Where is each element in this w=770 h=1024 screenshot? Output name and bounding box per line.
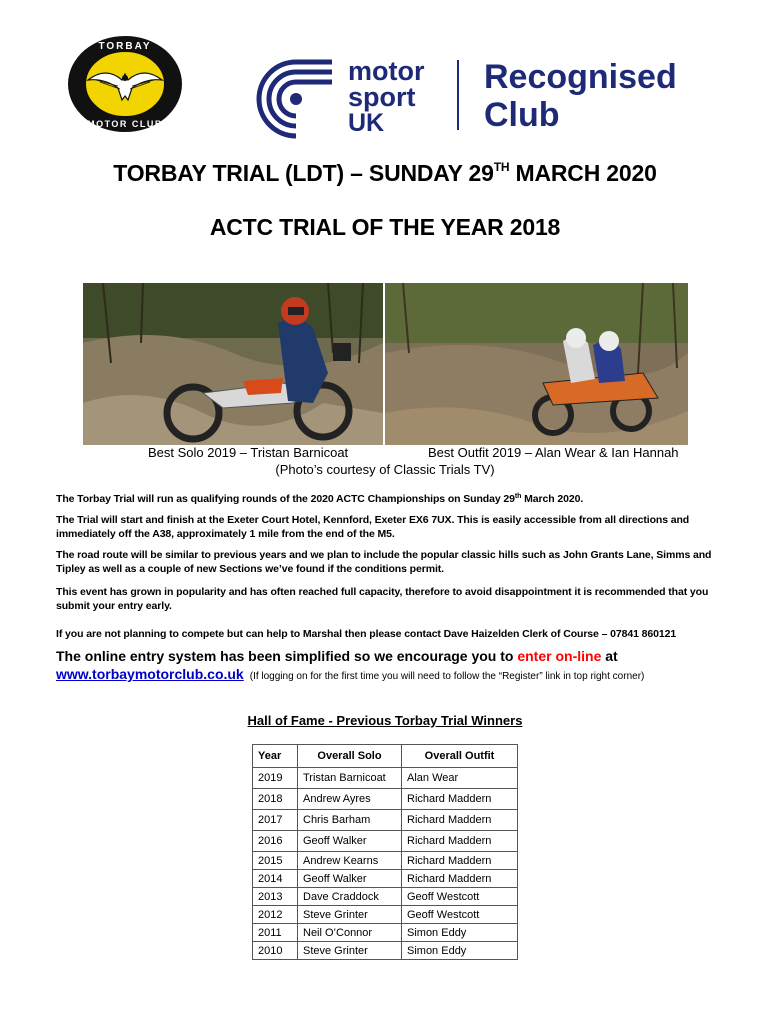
torbay-logo-bottom-text: MOTOR CLUB [87,119,163,129]
year-cell: 2012 [253,906,298,924]
event-photos [83,283,688,445]
torbay-logo-top-text: TORBAY [98,41,152,52]
msuk-word-sport: sport [348,82,416,112]
year-cell: 2016 [253,831,298,852]
club-word: Club [484,96,560,134]
year-column-header: Year [253,745,298,768]
website-link[interactable]: www.torbaymotorclub.co.uk [56,666,244,682]
event-title-superscript: TH [493,160,510,174]
msuk-word-motor: motor [348,56,425,86]
year-cell: 2019 [253,768,298,789]
table-row [253,789,518,810]
solo-winner-cell: Andrew Kearns [298,852,402,870]
entry-advice-paragraph: This event has grown in popularity and has often reached full capacity, therefore to avoid disappointment it is recommended that you submit your entry early. [56,586,709,612]
table-row [253,810,518,831]
solo-photo-caption: Best Solo 2019 – Tristan Barnicoat [148,445,349,460]
solo-winner-cell: Geoff Walker [298,831,402,852]
solo-winner-cell: Neil O’Connor [298,924,402,942]
torbay-motor-club-logo [66,34,184,134]
solo-winner-cell: Geoff Walker [298,870,402,888]
winners-table [252,744,518,960]
solo-winner-cell: Steve Grinter [298,942,402,960]
msuk-word-uk: UK [348,109,385,137]
online-entry-line [56,648,618,664]
recognised-word: Recognised [484,58,677,96]
table-row [253,906,518,924]
outfit-winner-cell: Richard Maddern [402,789,518,810]
year-cell: 2017 [253,810,298,831]
outfit-column-header: Overall Outfit [402,745,518,768]
year-cell: 2015 [253,852,298,870]
outfit-winner-cell: Geoff Westcott [402,906,518,924]
championship-text: The Torbay Trial will run as qualifying rounds of the 2020 ACTC Championships on Sunday 29 [56,493,515,505]
outfit-winner-cell: Geoff Westcott [402,888,518,906]
outfit-photo [385,283,688,445]
photo-credit: (Photo’s courtesy of Classic Trials TV) [275,462,495,477]
solo-winner-cell: Chris Barham [298,810,402,831]
outfit-photo-caption: Best Outfit 2019 – Alan Wear & Ian Hannah [428,445,679,460]
solo-winner-cell: Dave Craddock [298,888,402,906]
solo-column-header: Overall Solo [298,745,402,768]
solo-winner-cell: Tristan Barnicoat [298,768,402,789]
table-row [253,831,518,852]
table-header-row [253,745,518,768]
online-entry-text: The online entry system has been simplified so we encourage you to [56,648,518,664]
table-row [253,942,518,960]
solo-winner-cell: Steve Grinter [298,906,402,924]
table-row [253,852,518,870]
venue-paragraph: The Trial will start and finish at the Exeter Court Hotel, Kennford, Exeter EX6 7UX. This is easily accessible from all directions and immediately off the A38, approximately 1 mile from the end of the M5. [56,514,690,540]
website-line [56,666,644,682]
championship-superscript: th [514,493,522,500]
outfit-winner-cell: Alan Wear [402,768,518,789]
outfit-winner-cell: Simon Eddy [402,924,518,942]
marshal-paragraph: If you are not planning to compete but can help to Marshal then please contact Dave Haizelden Clerk of Course – 07841 860121 [56,628,677,640]
outfit-winner-cell: Simon Eddy [402,942,518,960]
outfit-winner-cell: Richard Maddern [402,831,518,852]
solo-winner-cell: Andrew Ayres [298,789,402,810]
table-row [253,924,518,942]
year-cell: 2010 [253,942,298,960]
year-cell: 2018 [253,789,298,810]
outfit-winner-cell: Richard Maddern [402,870,518,888]
motorsport-uk-recognised-club-logo [252,54,707,144]
solo-rider-photo [83,283,383,445]
registration-note: (If logging on for the first time you will need to follow the “Register” link in top right corner) [249,671,645,682]
online-entry-at: at [601,648,618,664]
championship-paragraph [56,492,716,508]
championship-date: March 2020. [521,493,584,505]
year-cell: 2014 [253,870,298,888]
event-title-text: TORBAY TRIAL (LDT) – SUNDAY 29 [113,160,494,186]
table-row [253,888,518,906]
road-route-paragraph: The road route will be similar to previous years and we plan to include the popular classic hills such as John Grants Lane, Simms and Tipley as well as a couple of new Sections we’ve found if the conditions permit. [56,549,712,575]
award-title: ACTC TRIAL OF THE YEAR 2018 [209,214,561,240]
table-row [253,768,518,789]
event-title-month: MARCH 2020 [509,160,657,186]
enter-online-link[interactable]: enter on-line [517,648,602,664]
year-cell: 2013 [253,888,298,906]
event-title [0,160,770,187]
year-cell: 2011 [253,924,298,942]
outfit-winner-cell: Richard Maddern [402,852,518,870]
outfit-winner-cell: Richard Maddern [402,810,518,831]
table-row [253,870,518,888]
hall-of-fame-title: Hall of Fame - Previous Torbay Trial Winners [247,713,523,728]
